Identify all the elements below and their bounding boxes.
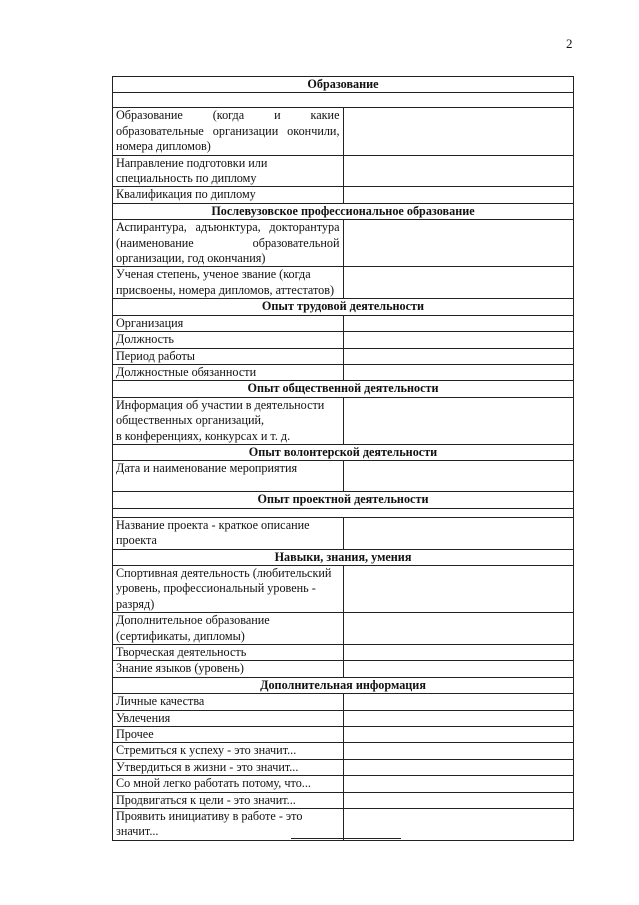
section-title: Образование — [113, 77, 574, 93]
form-row — [113, 332, 574, 348]
form-row — [113, 727, 574, 743]
field-label: Утвердиться в жизни - это значит... — [113, 759, 344, 775]
field-answer-cell[interactable] — [343, 727, 574, 743]
questionnaire-table — [112, 76, 574, 841]
section-title: Опыт трудовой деятельности — [113, 299, 574, 315]
field-label: Творческая деятельность — [113, 645, 344, 661]
field-answer-cell[interactable] — [343, 517, 574, 549]
field-label: Направление подготовки или специальность по диплому — [113, 155, 344, 187]
field-answer-cell[interactable] — [343, 565, 574, 612]
form-row — [113, 661, 574, 677]
field-label: Ученая степень, ученое звание (когда присвоены, номера дипломов, аттестатов) — [113, 267, 344, 299]
form-row — [113, 565, 574, 612]
section-header-row — [113, 381, 574, 397]
field-label: Информация об участии в деятельности общественных организаций, в конференциях, конкурсах и т. д. — [113, 397, 344, 444]
form-row — [113, 187, 574, 203]
field-label: Спортивная деятельность (любительский уровень, профессиональный уровень - разряд) — [113, 565, 344, 612]
field-answer-cell[interactable] — [343, 710, 574, 726]
field-label: Аспирантура, адъюнктура, докторантура (наименование образовательной организации, год окончания) — [113, 220, 344, 267]
form-row — [113, 267, 574, 299]
questionnaire-table-body — [113, 77, 574, 841]
form-row — [113, 792, 574, 808]
page-number: 2 — [566, 36, 573, 51]
field-answer-cell[interactable] — [343, 743, 574, 759]
field-answer-cell[interactable] — [343, 108, 574, 155]
field-label: Личные качества — [113, 694, 344, 710]
section-title: Послевузовское профессиональное образование — [113, 203, 574, 219]
field-answer-cell[interactable] — [343, 364, 574, 380]
form-row — [113, 710, 574, 726]
form-row — [113, 517, 574, 549]
form-row — [113, 220, 574, 267]
field-label: Должность — [113, 332, 344, 348]
field-answer-cell[interactable] — [343, 267, 574, 299]
section-header-row — [113, 444, 574, 460]
empty-cell — [113, 508, 574, 517]
field-label: Квалификация по диплому — [113, 187, 344, 203]
field-answer-cell[interactable] — [343, 694, 574, 710]
field-answer-cell[interactable] — [343, 315, 574, 331]
section-header-row — [113, 77, 574, 93]
form-row — [113, 645, 574, 661]
form-row — [113, 776, 574, 792]
field-label: Знание языков (уровень) — [113, 661, 344, 677]
field-label: Стремиться к успеху - это значит... — [113, 743, 344, 759]
field-label: Проявить инициативу в работе - это значит... — [113, 809, 344, 841]
field-answer-cell[interactable] — [343, 759, 574, 775]
section-header-row — [113, 203, 574, 219]
field-label: Организация — [113, 315, 344, 331]
section-title: Опыт проектной деятельности — [113, 492, 574, 508]
field-label: Название проекта - краткое описание проекта — [113, 517, 344, 549]
section-spacer-row — [113, 508, 574, 517]
field-answer-cell[interactable] — [343, 792, 574, 808]
empty-cell — [113, 93, 574, 108]
field-answer-cell[interactable] — [343, 348, 574, 364]
field-label: Образование (когда и какие образовательные организации окончили, номера дипломов) — [113, 108, 344, 155]
section-title: Дополнительная информация — [113, 677, 574, 693]
field-answer-cell[interactable] — [343, 220, 574, 267]
form-row — [113, 461, 574, 492]
form-row — [113, 348, 574, 364]
section-title: Навыки, знания, умения — [113, 549, 574, 565]
form-row — [113, 397, 574, 444]
section-title: Опыт общественной деятельности — [113, 381, 574, 397]
form-row — [113, 613, 574, 645]
field-answer-cell[interactable] — [343, 645, 574, 661]
form-row — [113, 315, 574, 331]
form-row — [113, 155, 574, 187]
field-answer-cell[interactable] — [343, 661, 574, 677]
field-label: Должностные обязанности — [113, 364, 344, 380]
field-label: Период работы — [113, 348, 344, 364]
field-label: Продвигаться к цели - это значит... — [113, 792, 344, 808]
field-label: Прочее — [113, 727, 344, 743]
field-answer-cell[interactable] — [343, 187, 574, 203]
form-row — [113, 743, 574, 759]
form-row — [113, 759, 574, 775]
form-row — [113, 694, 574, 710]
field-answer-cell[interactable] — [343, 809, 574, 841]
form-row — [113, 108, 574, 155]
field-label: Дата и наименование мероприятия — [113, 461, 344, 492]
field-answer-cell[interactable] — [343, 155, 574, 187]
field-label: Увлечения — [113, 710, 344, 726]
section-header-row — [113, 299, 574, 315]
field-answer-cell[interactable] — [343, 461, 574, 492]
field-answer-cell[interactable] — [343, 776, 574, 792]
section-spacer-row — [113, 93, 574, 108]
form-row — [113, 809, 574, 841]
section-header-row — [113, 549, 574, 565]
field-answer-cell[interactable] — [343, 613, 574, 645]
section-title: Опыт волонтерской деятельности — [113, 444, 574, 460]
field-label: Дополнительное образование (сертификаты, дипломы) — [113, 613, 344, 645]
field-answer-cell[interactable] — [343, 397, 574, 444]
section-header-row — [113, 492, 574, 508]
section-header-row — [113, 677, 574, 693]
field-label: Со мной легко работать потому, что... — [113, 776, 344, 792]
bottom-rule — [291, 838, 401, 839]
form-row — [113, 364, 574, 380]
field-answer-cell[interactable] — [343, 332, 574, 348]
